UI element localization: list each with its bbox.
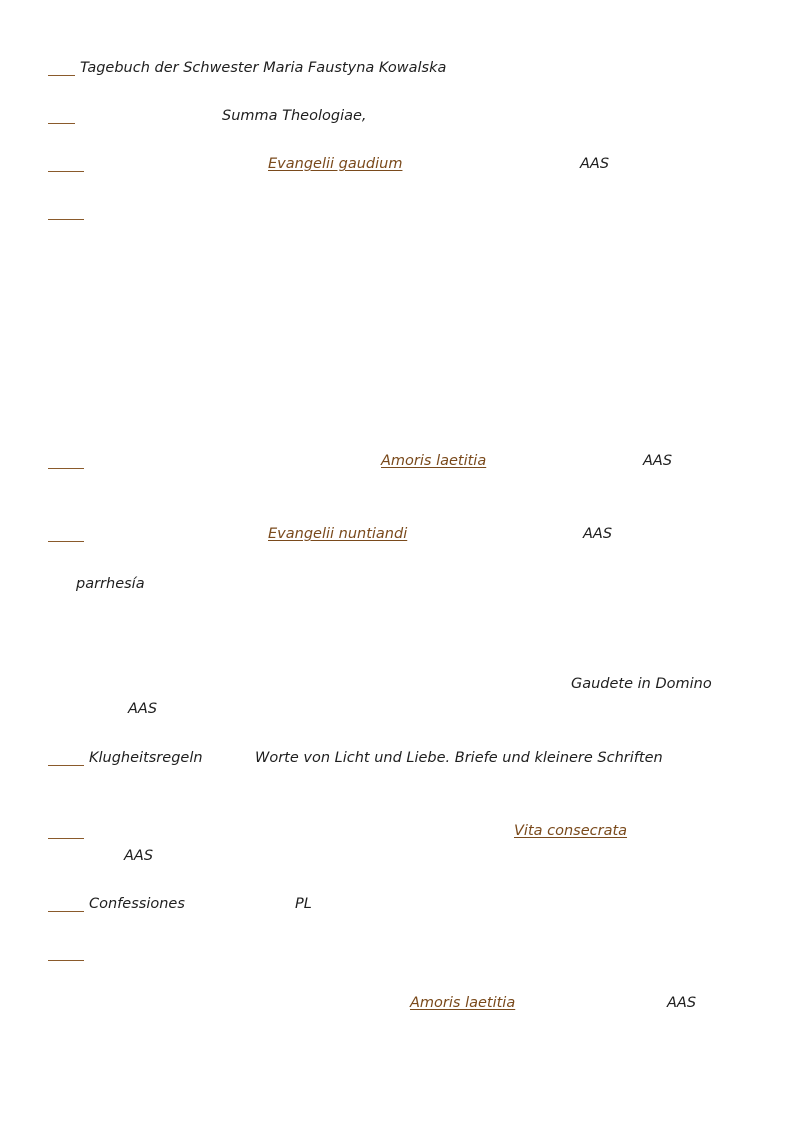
footnote-rule [48, 75, 75, 76]
citation-link[interactable]: Vita consecrata [514, 823, 628, 839]
citation-title: Summa Theologiae, [222, 108, 367, 124]
citation-term: parrhesía [76, 576, 145, 592]
citation-source: AAS [128, 701, 158, 717]
citation-link[interactable]: Evangelii gaudium [268, 156, 403, 172]
citation-title: Klugheitsregeln [89, 750, 203, 766]
citation-link[interactable]: Evangelii nuntiandi [268, 526, 408, 542]
citation-source: AAS [583, 526, 613, 542]
citation-source: PL [295, 896, 312, 912]
footnote-rule [48, 960, 84, 961]
footnote-rule [48, 219, 84, 220]
citation-link[interactable]: Amoris laetitia [381, 453, 487, 469]
citation-link[interactable]: Amoris laetitia [410, 995, 516, 1011]
footnote-rule [48, 765, 84, 766]
citation-source: AAS [124, 848, 154, 864]
citation-source: AAS [643, 453, 673, 469]
footnote-rule [48, 541, 84, 542]
footnote-rule [48, 838, 84, 839]
citation-title: Worte von Licht und Liebe. Briefe und kleinere Schriften [255, 750, 663, 766]
citation-title: Tagebuch der Schwester Maria Faustyna Kowalska [80, 60, 447, 76]
citation-source: AAS [667, 995, 697, 1011]
footnote-rule [48, 911, 84, 912]
citation-title: Gaudete in Domino [571, 676, 712, 692]
footnote-rule [48, 171, 84, 172]
footnote-rule [48, 468, 84, 469]
citation-title: Confessiones [89, 896, 185, 912]
footnote-rule [48, 123, 75, 124]
citation-source: AAS [580, 156, 610, 172]
